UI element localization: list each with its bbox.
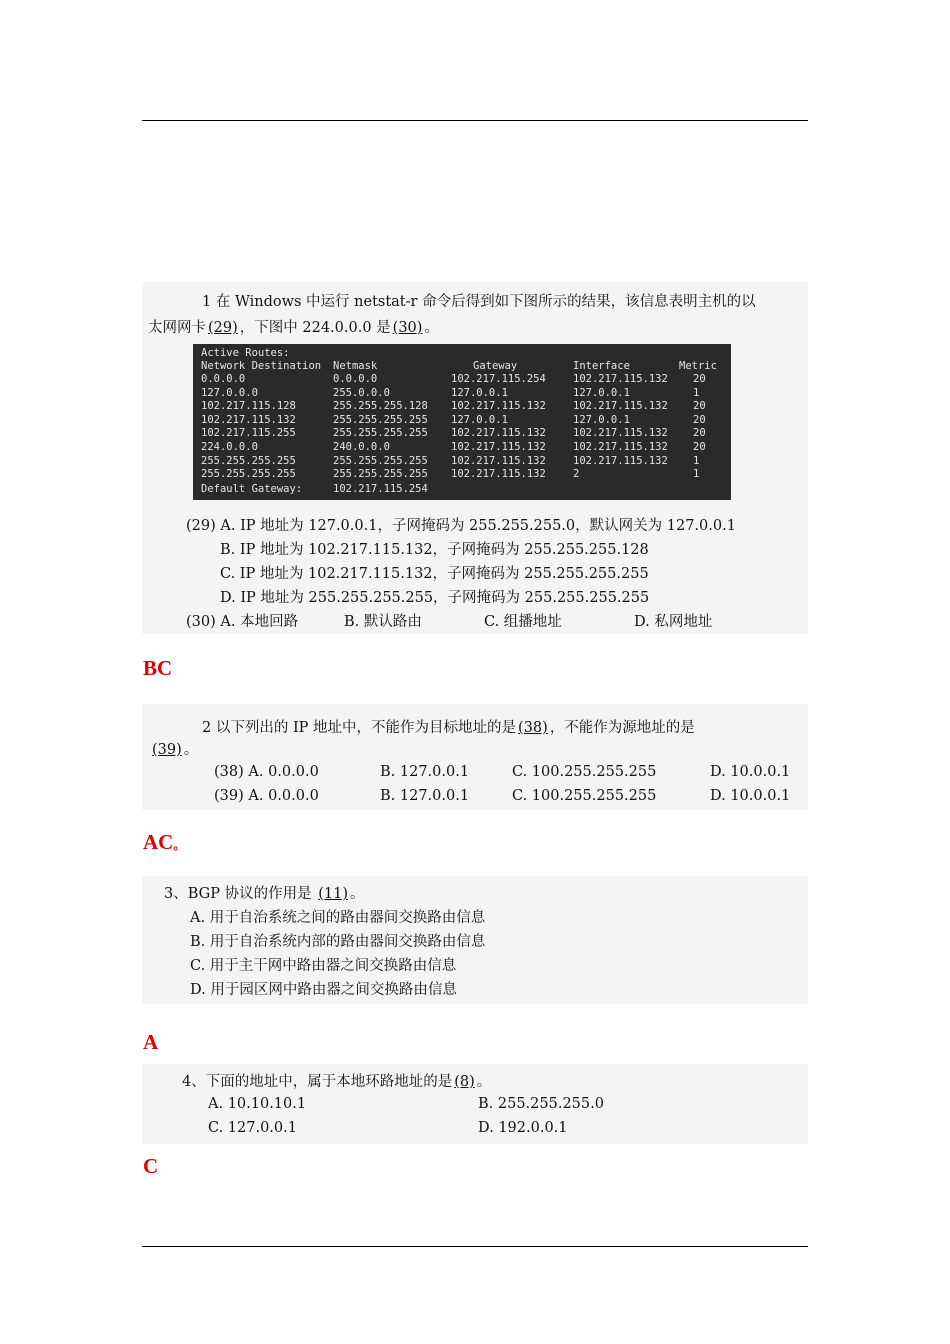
route-cell: 1 <box>693 468 700 481</box>
route-cell: 127.0.0.1 <box>573 413 630 426</box>
q2-blank-39: (39) <box>152 742 182 758</box>
q4-stem <box>182 1070 491 1091</box>
route-cell: 102.217.115.128 <box>201 400 296 413</box>
q3-option-b: B. 用于自治系统内部的路由器间交换路由信息 <box>190 934 486 950</box>
question-3-image <box>142 876 808 1004</box>
q2-answer <box>143 830 185 855</box>
col-header-metric: Metric <box>679 360 717 372</box>
route-cell: 1 <box>693 386 700 399</box>
col-header-netmask: Netmask <box>333 360 378 372</box>
q2-stem-end: 。 <box>183 742 199 758</box>
route-cell: 102.217.115.132 <box>451 441 546 453</box>
route-cell: 255.255.255.255 <box>201 468 296 481</box>
q2-option-39b: B. 127.0.0.1 <box>380 788 470 804</box>
question-4-image <box>142 1064 808 1144</box>
q2-option-38b: B. 127.0.0.1 <box>380 764 470 780</box>
q1-option-30c: C. 组播地址 <box>484 614 562 630</box>
q2-stem-line1 <box>202 716 695 737</box>
q4-stem-suffix: 。 <box>476 1074 492 1090</box>
q2-answer-text: AC <box>143 830 174 854</box>
route-cell: 102.217.115.132 <box>451 427 546 440</box>
route-cell: 102.217.115.132 <box>451 454 546 467</box>
route-cell: 127.0.0.1 <box>451 413 508 426</box>
route-cell: 102.217.115.255 <box>201 427 296 440</box>
q3-option-c: C. 用于主干网中路由器之间交换路由信息 <box>190 958 457 974</box>
question-1-image <box>142 282 808 634</box>
q2-option-38d: D. 10.0.0.1 <box>710 764 791 780</box>
route-cell: 127.0.0.0 <box>201 386 258 399</box>
q4-option-a: A. 10.10.10.1 <box>208 1096 307 1112</box>
footer-rule <box>142 1246 808 1247</box>
q1-option-29a: (29) A. IP 地址为 127.0.0.1，子网掩码为 255.255.255.0，默认网关为 127.0.0.1 <box>186 518 736 534</box>
q4-option-c: C. 127.0.0.1 <box>208 1120 297 1136</box>
q2-option-39c: C. 100.255.255.255 <box>512 788 657 804</box>
route-cell: 20 <box>693 373 706 385</box>
q1-option-30a: (30) A. 本地回路 <box>186 614 299 630</box>
q3-stem-suffix: 。 <box>349 886 365 902</box>
q1-answer: BC <box>143 656 173 680</box>
q2-answer-mark: 。 <box>173 838 186 852</box>
route-cell: 20 <box>693 413 706 426</box>
header-rule <box>142 120 808 121</box>
q1-blank-29: (29) <box>208 320 238 336</box>
q1-stem-line2 <box>148 316 439 337</box>
q1-blank-30: (30) <box>392 320 423 336</box>
q4-stem-prefix: 4、下面的地址中，属于本地环路地址的是 <box>182 1074 453 1090</box>
route-cell: 102.217.115.132 <box>201 413 296 426</box>
q1-stem-line1: 1 在 Windows 中运行 netstat-r 命令后得到如下图所示的结果，该信息表明主机的以 <box>202 294 756 310</box>
q3-stem <box>164 882 364 903</box>
route-cell: 127.0.0.1 <box>573 386 630 399</box>
route-cell: 255.255.255.255 <box>333 427 428 440</box>
route-cell: 20 <box>693 400 706 413</box>
route-cell: 1 <box>693 454 700 467</box>
q4-blank-8: (8) <box>454 1074 475 1090</box>
q2-option-38a: (38) A. 0.0.0.0 <box>214 764 319 780</box>
q1-option-29c: C. IP 地址为 102.217.115.132，子网掩码为 255.255.255.255 <box>220 566 649 582</box>
route-cell: 255.255.255.128 <box>333 400 428 413</box>
q3-option-d: D. 用于园区网中路由器之间交换路由信息 <box>190 982 457 998</box>
q2-option-39a: (39) A. 0.0.0.0 <box>214 788 319 804</box>
route-cell: 102.217.115.132 <box>573 454 668 467</box>
route-cell: 102.217.115.254 <box>451 373 546 385</box>
q3-answer: A <box>143 1030 159 1054</box>
col-header-destination: Network Destination <box>201 360 322 372</box>
routes-title: Active Routes: <box>201 347 290 359</box>
q1-stem-prefix: 太网网卡 <box>148 320 206 336</box>
q1-option-29b: B. IP 地址为 102.217.115.132，子网掩码为 255.255.255.128 <box>220 542 649 558</box>
route-cell: 255.255.255.255 <box>333 454 428 467</box>
route-cell: 240.0.0.0 <box>333 441 390 453</box>
route-cell: 20 <box>693 441 706 453</box>
question-2-image <box>142 704 808 810</box>
route-cell: 255.255.255.255 <box>333 413 428 426</box>
q1-stem-suffix: 。 <box>424 320 439 336</box>
default-gateway-label: Default Gateway: <box>201 483 303 495</box>
route-cell: 102.217.115.132 <box>573 441 668 453</box>
route-cell: 102.217.115.132 <box>573 373 668 385</box>
q3-option-a: A. 用于自治系统之间的路由器间交换路由信息 <box>190 910 486 926</box>
q2-stem-suffix: ，不能作为源地址的是 <box>549 720 695 736</box>
q4-option-d: D. 192.0.0.1 <box>478 1120 568 1136</box>
q3-blank-11: (11) <box>318 886 348 902</box>
route-cell: 127.0.0.1 <box>451 386 508 399</box>
route-cell: 255.255.255.255 <box>333 468 428 481</box>
route-cell: 255.0.0.0 <box>333 386 390 399</box>
col-header-interface: Interface <box>573 360 630 372</box>
route-cell: 224.0.0.0 <box>201 441 258 453</box>
q2-blank-38: (38) <box>518 720 548 736</box>
route-cell: 102.217.115.132 <box>451 468 546 481</box>
q2-option-38c: C. 100.255.255.255 <box>512 764 657 780</box>
netstat-route-table <box>193 344 731 500</box>
col-header-gateway: Gateway <box>473 360 518 372</box>
q1-option-30d: D. 私网地址 <box>634 614 713 630</box>
route-cell: 102.217.115.132 <box>573 427 668 440</box>
q1-option-29d: D. IP 地址为 255.255.255.255，子网掩码为 255.255.255.255 <box>220 590 650 606</box>
q1-option-30b: B. 默认路由 <box>344 614 422 630</box>
route-cell: 20 <box>693 427 706 440</box>
q2-stem-prefix: 2 以下列出的 IP 地址中，不能作为目标地址的是 <box>202 720 517 736</box>
q1-stem-mid: ，下图中 224.0.0.0 是 <box>239 320 391 336</box>
q4-option-b: B. 255.255.255.0 <box>478 1096 604 1112</box>
route-cell: 102.217.115.132 <box>451 400 546 413</box>
route-cell: 2 <box>573 468 580 481</box>
route-cell: 0.0.0.0 <box>333 373 378 385</box>
route-cell: 0.0.0.0 <box>201 373 246 385</box>
route-cell: 102.217.115.132 <box>573 400 668 413</box>
q2-stem-line2 <box>150 738 198 759</box>
q2-option-39d: D. 10.0.0.1 <box>710 788 791 804</box>
q4-answer: C <box>143 1154 159 1178</box>
q3-stem-prefix: 3、BGP 协议的作用是 <box>164 886 312 902</box>
route-cell: 255.255.255.255 <box>201 454 296 467</box>
default-gateway-value: 102.217.115.254 <box>333 483 428 495</box>
